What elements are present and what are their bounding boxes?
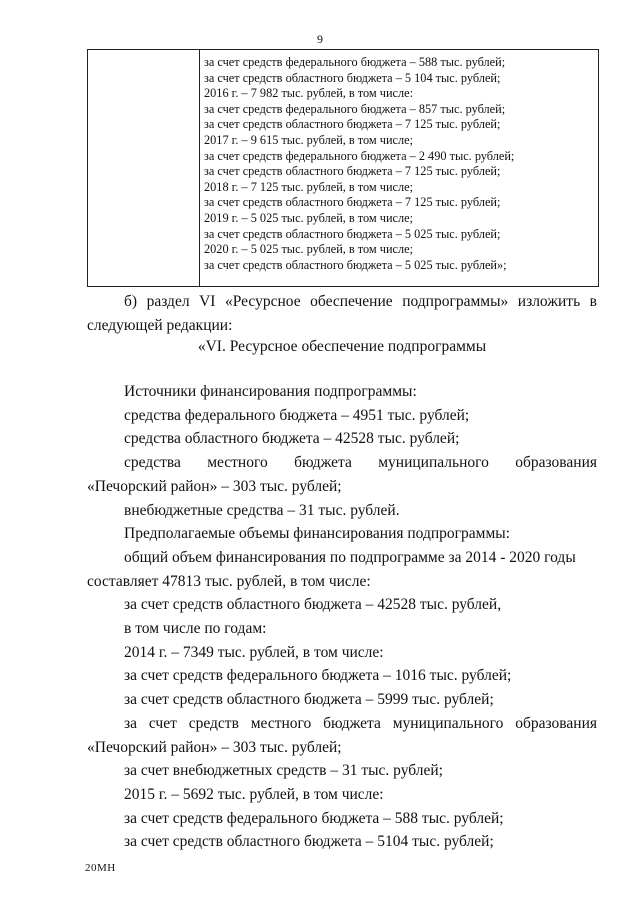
intro-line-2: следующей редакции: (87, 316, 233, 334)
table-line: за счет средств областного бюджета – 7 125 тыс. рублей; (204, 117, 501, 132)
table-line: за счет средств федерального бюджета – 588 тыс. рублей; (204, 55, 506, 69)
sources-heading: Источники финансирования подпрограммы: (124, 383, 417, 400)
table-line: за счет средств областного бюджета – 7 125 тыс. рублей; (204, 195, 501, 210)
sources-extrabudget: внебюджетные средства – 31 тыс. рублей. (124, 501, 400, 519)
year-2014-regional: за счет средств областного бюджета – 5999 тыс. рублей; (124, 691, 494, 709)
table-line: за счет средств федерального бюджета – 857 тыс. рублей; (204, 101, 506, 116)
table-line: за счет средств областного бюджета – 5 025 тыс. рублей; (204, 226, 501, 241)
volumes-regional-total: за счет средств областного бюджета – 42528 тыс. рублей, (124, 596, 502, 614)
volumes-total-line-2: составляет 47813 тыс. рублей, в том числе: (87, 572, 371, 590)
sources-block (87, 380, 597, 854)
sources-federal: средства федерального бюджета – 4951 тыс. рублей; (124, 406, 470, 424)
table-line: 2017 г. – 9 615 тыс. рублей, в том числе; (204, 132, 414, 147)
table-line: за счет средств областного бюджета – 5 104 тыс. рублей; (204, 70, 501, 85)
sources-municipal-line-1: средства местного бюджета муниципального образования (124, 454, 597, 472)
table-line: за счет средств федерального бюджета – 2 490 тыс. рублей; (204, 148, 515, 163)
section-title: «VI. Ресурсное обеспечение подпрограммы (197, 338, 487, 355)
year-2014-federal: за счет средств федерального бюджета – 1016 тыс. рублей; (124, 667, 512, 685)
table-line: за счет средств областного бюджета – 5 025 тыс. рублей»; (204, 257, 507, 272)
volumes-by-years: в том числе по годам: (124, 620, 267, 638)
table-line: 2019 г. – 5 025 тыс. рублей, в том числе; (204, 210, 414, 225)
year-2015-federal: за счет средств федерального бюджета – 588 тыс. рублей; (124, 809, 504, 827)
year-2015: 2015 г. – 5692 тыс. рублей, в том числе: (124, 785, 384, 803)
year-2014: 2014 г. – 7349 тыс. рублей, в том числе: (124, 643, 384, 661)
table-line: 2020 г. – 5 025 тыс. рублей, в том числе; (204, 242, 414, 257)
table-cell-text (204, 55, 594, 273)
year-2014-local-line-2: «Печорский район» – 303 тыс. рублей; (87, 738, 342, 756)
document-code: 20МН (85, 862, 116, 874)
year-2014-extrabudget: за счет внебюджетных средств – 31 тыс. рублей; (124, 762, 443, 780)
table-line: за счет средств областного бюджета – 7 125 тыс. рублей; (204, 164, 501, 179)
table-line: 2016 г. – 7 982 тыс. рублей, в том числе: (204, 86, 414, 101)
funding-table (87, 49, 599, 287)
sources-regional: средства областного бюджета – 42528 тыс. рублей; (124, 430, 460, 448)
intro-block (87, 290, 597, 337)
table-line: 2018 г. – 7 125 тыс. рублей, в том числе; (204, 179, 414, 194)
year-2014-local-line-1: за счет средств местного бюджета муниципального образования (124, 714, 597, 732)
volumes-total-line-1: общий объем финансирования по подпрограмме за 2014 - 2020 годы (124, 548, 576, 566)
sources-municipal-line-2: «Печорский район» – 303 тыс. рублей; (87, 477, 342, 495)
intro-line-1: б) раздел VI «Ресурсное обеспечение подпрограммы» изложить в (124, 293, 597, 310)
year-2015-regional: за счет средств областного бюджета – 5104 тыс. рублей; (124, 833, 494, 851)
volumes-heading: Предполагаемые объемы финансирования подпрограммы: (124, 525, 510, 543)
page-number: 9 (317, 32, 323, 46)
table-column-divider (199, 50, 200, 286)
